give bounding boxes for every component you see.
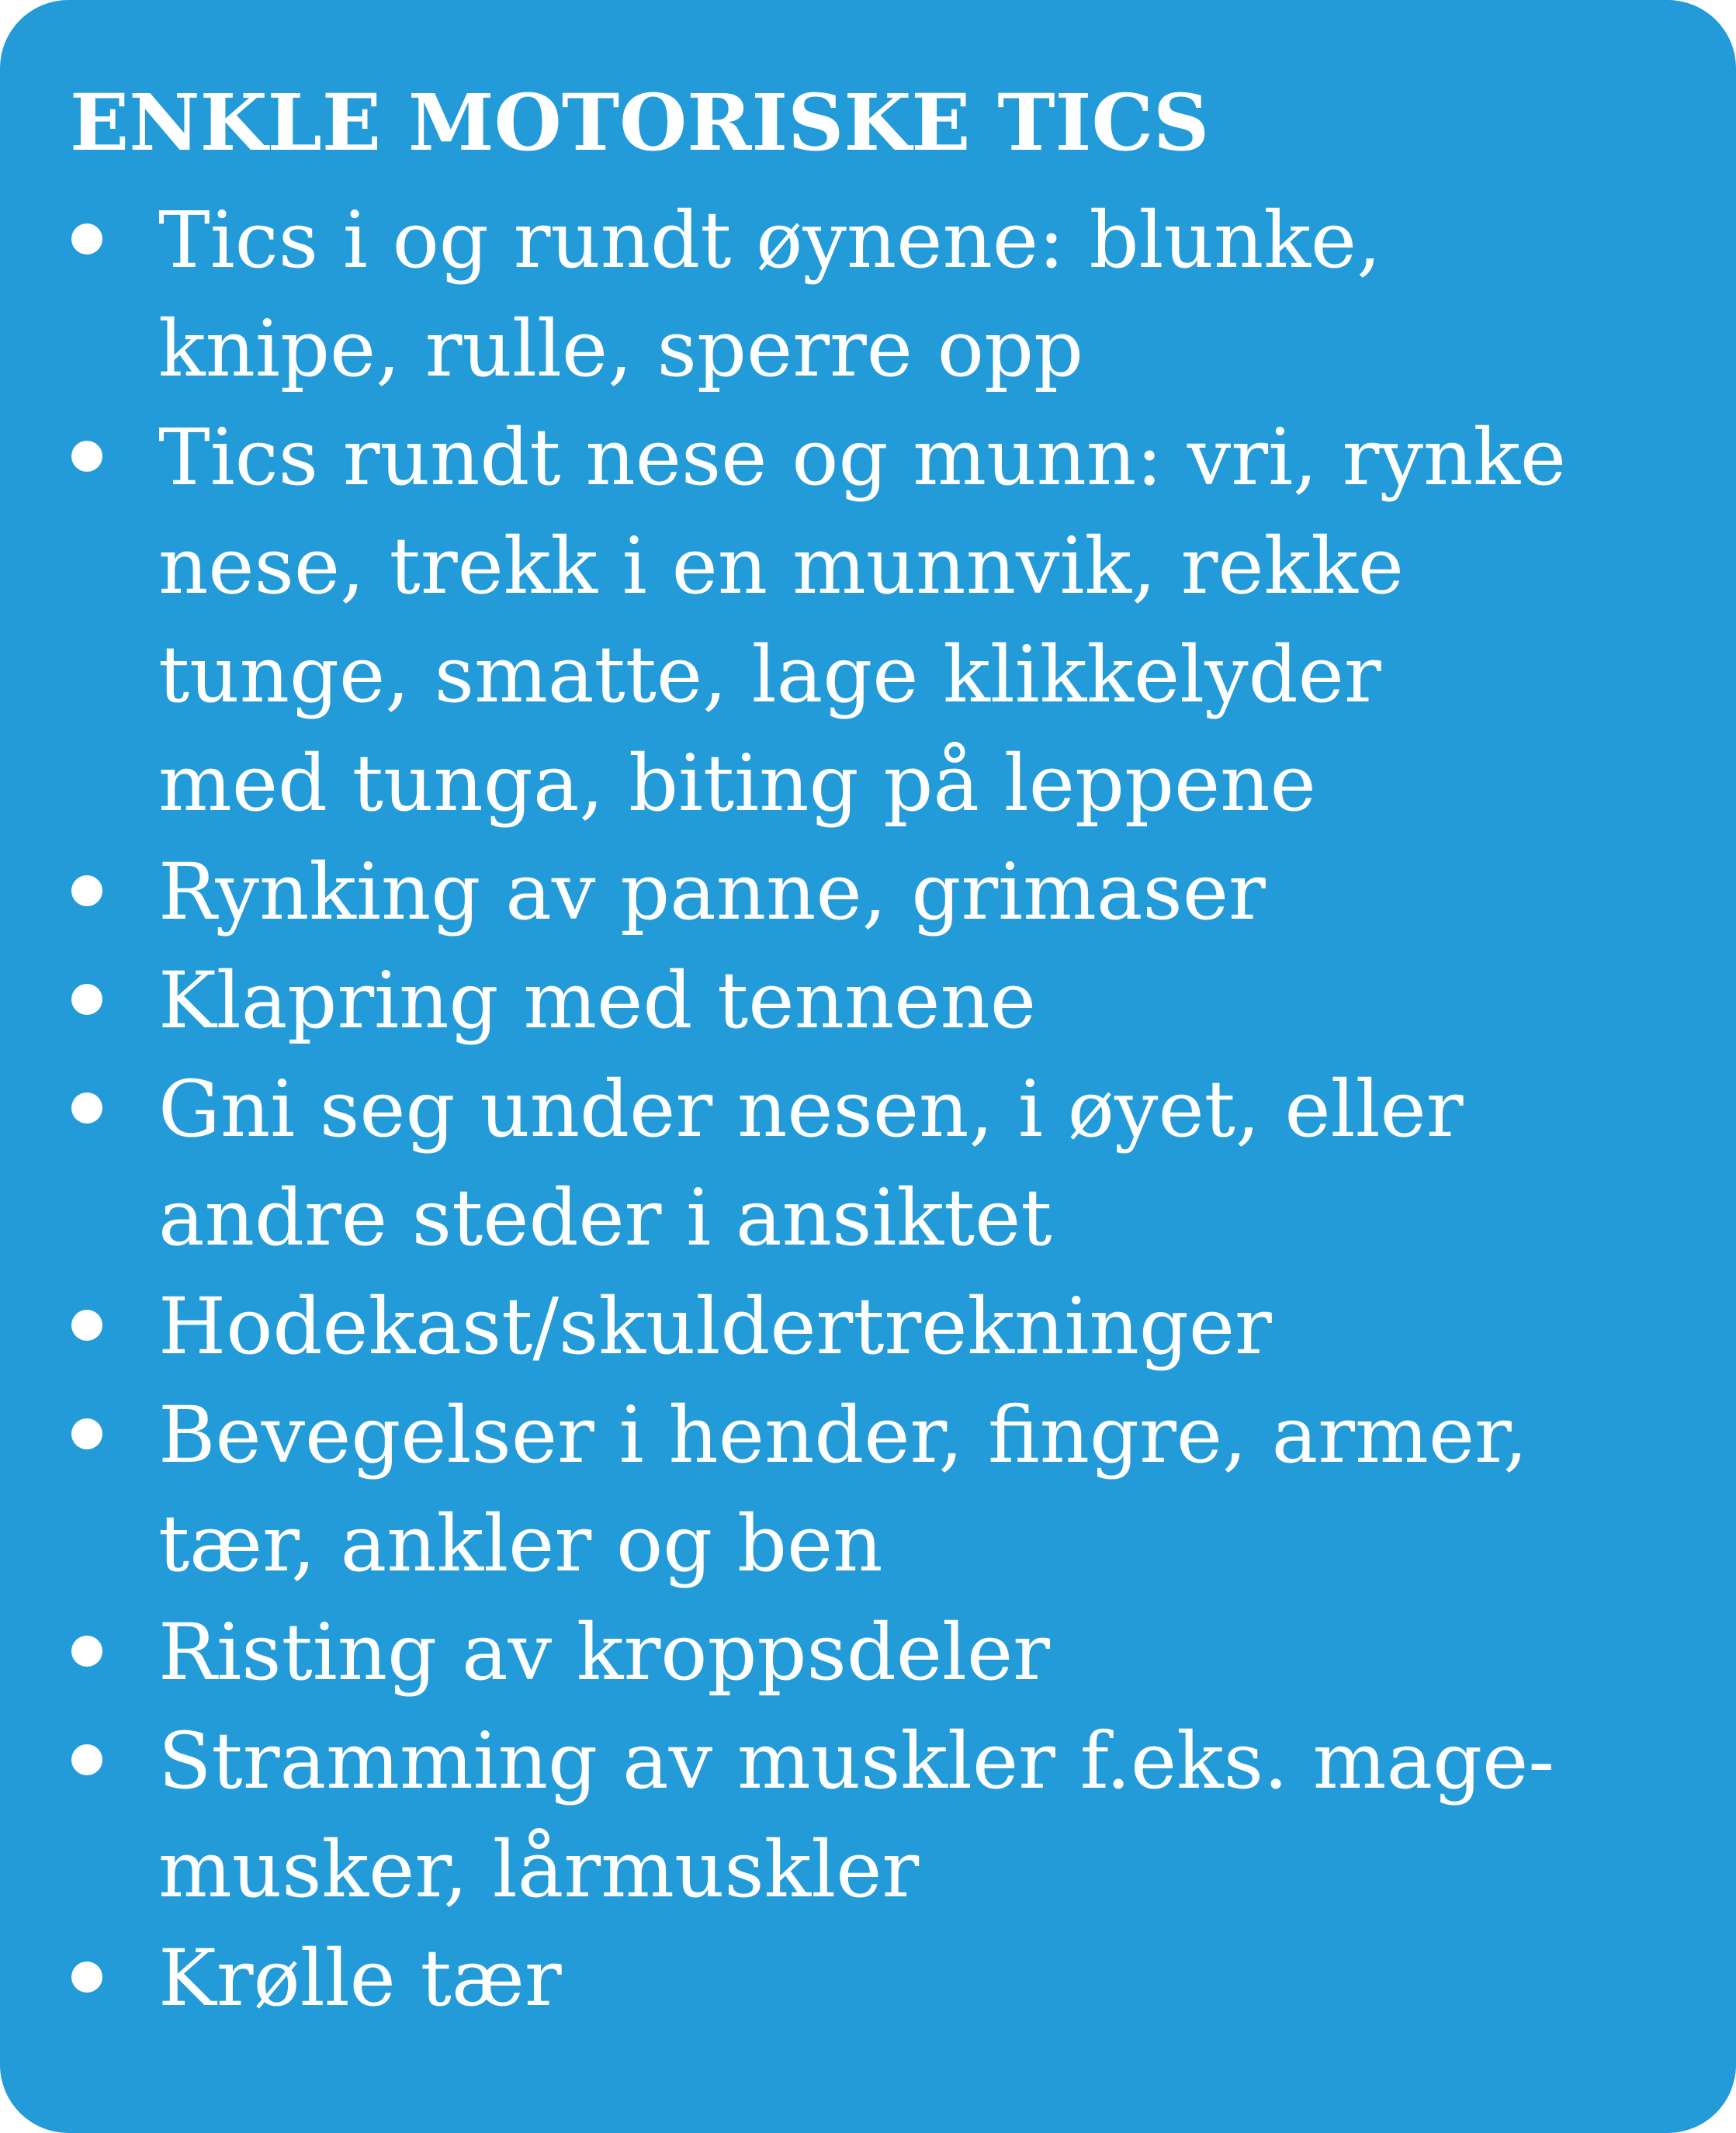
list-item xyxy=(70,1381,1689,1598)
list-item-text: Stramming av muskler f.eks. mage- musker, lårmuskler xyxy=(158,1716,1555,1915)
list-item-text: Bevegelser i hender, fingre, armer, tær, ankler og ben xyxy=(158,1390,1528,1589)
bullet-icon xyxy=(71,1744,102,1775)
box-title: ENKLE MOTORISKE TICS xyxy=(70,77,1210,168)
list-item xyxy=(70,1055,1689,1273)
list-item-text: Hodekast/skuldertrekninger xyxy=(158,1281,1272,1372)
list-item xyxy=(70,1598,1689,1707)
list-item xyxy=(70,1273,1689,1381)
tics-list xyxy=(70,186,1689,2033)
bullet-icon xyxy=(71,223,102,255)
list-item-text: Gni seg under nesen, i øyet, eller andre steder i ansiktet xyxy=(158,1064,1464,1263)
list-item-text: Krølle tær xyxy=(158,1933,562,2024)
list-item-text: Tics rundt nese og munn: vri, rynke nese, trekk i en munnvik, rekke tunge, smatte, lage klikkelyder med tunga, biting på leppene xyxy=(158,412,1567,829)
list-item-text: Klapring med tennene xyxy=(158,955,1037,1046)
list-item xyxy=(70,403,1689,838)
bullet-icon xyxy=(71,1636,102,1667)
list-item xyxy=(70,838,1689,947)
bullet-icon xyxy=(71,1418,102,1449)
bullet-icon xyxy=(71,1092,102,1124)
bullet-icon xyxy=(71,875,102,906)
bullet-icon xyxy=(71,441,102,472)
bullet-icon xyxy=(71,1310,102,1341)
bullet-icon xyxy=(71,1962,102,1993)
list-item xyxy=(70,186,1689,403)
bullet-icon xyxy=(71,984,102,1015)
list-item-text: Tics i og rundt øynene: blunke, knipe, rulle, sperre opp xyxy=(158,195,1381,394)
list-item xyxy=(70,947,1689,1055)
list-item xyxy=(70,1707,1689,1924)
list-item-text: Risting av kroppsdeler xyxy=(158,1607,1050,1698)
list-item-text: Rynking av panne, grimaser xyxy=(158,847,1266,937)
list-item xyxy=(70,1924,1689,2033)
